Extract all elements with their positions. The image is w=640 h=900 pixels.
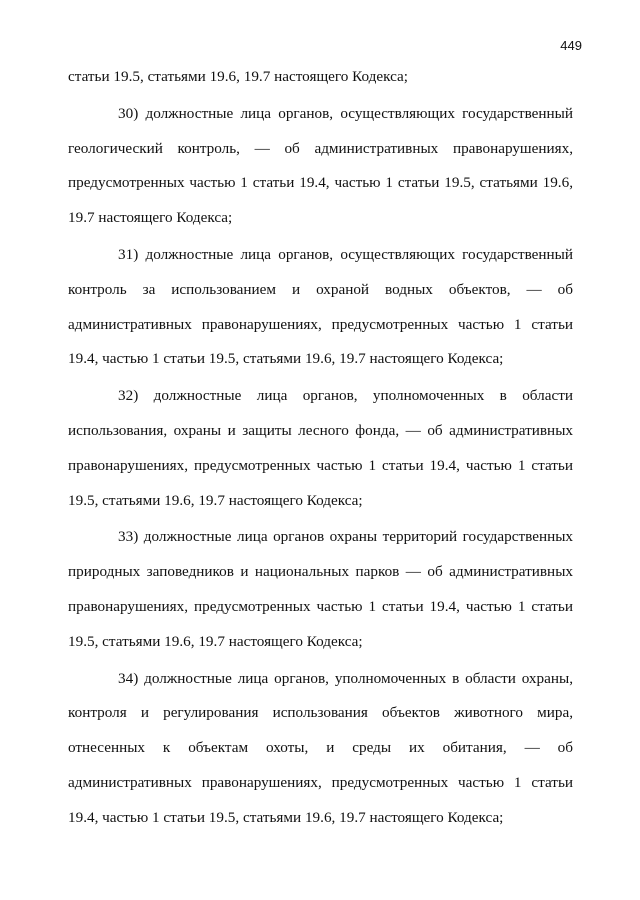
paragraph-continuation: статьи 19.5, статьями 19.6, 19.7 настоящего Кодекса; <box>68 68 409 85</box>
paragraph-item-31: 31) должностные лица органов, осуществляющих государственный контроль за использованием и охраной водных объектов, — об административных правонарушениях, предусмотренных частью 1 статьи 19.4, частью 1 статьи 19.5, статьями 19.6, 19.7 настоящего Кодекса; <box>68 245 573 368</box>
page-number: 449 <box>560 38 582 53</box>
paragraph-item-34: 34) должностные лица органов, уполномоченных в области охраны, контроля и регулирования использования объектов животного мира, отнесенных к объектам охоты, и среды их обитания, — об административных правонарушениях, предусмотренных частью 1 статьи 19.4, частью 1 статьи 19.5, статьями 19.6, 19.7 настоящего Кодекса; <box>68 669 573 826</box>
paragraph-item-30: 30) должностные лица органов, осуществляющих государственный геологический контроль, — об административных правонарушениях, предусмотренных частью 1 статьи 19.4, частью 1 статьи 19.5, статьями 19.6, 19.7 настоящего Кодекса; <box>68 104 573 227</box>
paragraph-item-32: 32) должностные лица органов, уполномоченных в области использования, охраны и защиты лесного фонда, — об административных правонарушениях, предусмотренных частью 1 статьи 19.4, частью 1 статьи 19.5, статьями 19.6, 19.7 настоящего Кодекса; <box>68 387 573 509</box>
document-body <box>68 60 573 836</box>
paragraph-item-33: 33) должностные лица органов охраны территорий государственных природных заповедников и национальных парков — об административных правонарушениях, предусмотренных частью 1 статьи 19.4, частью 1 статьи 19.5, статьями 19.6, 19.7 настоящего Кодекса; <box>68 528 573 650</box>
